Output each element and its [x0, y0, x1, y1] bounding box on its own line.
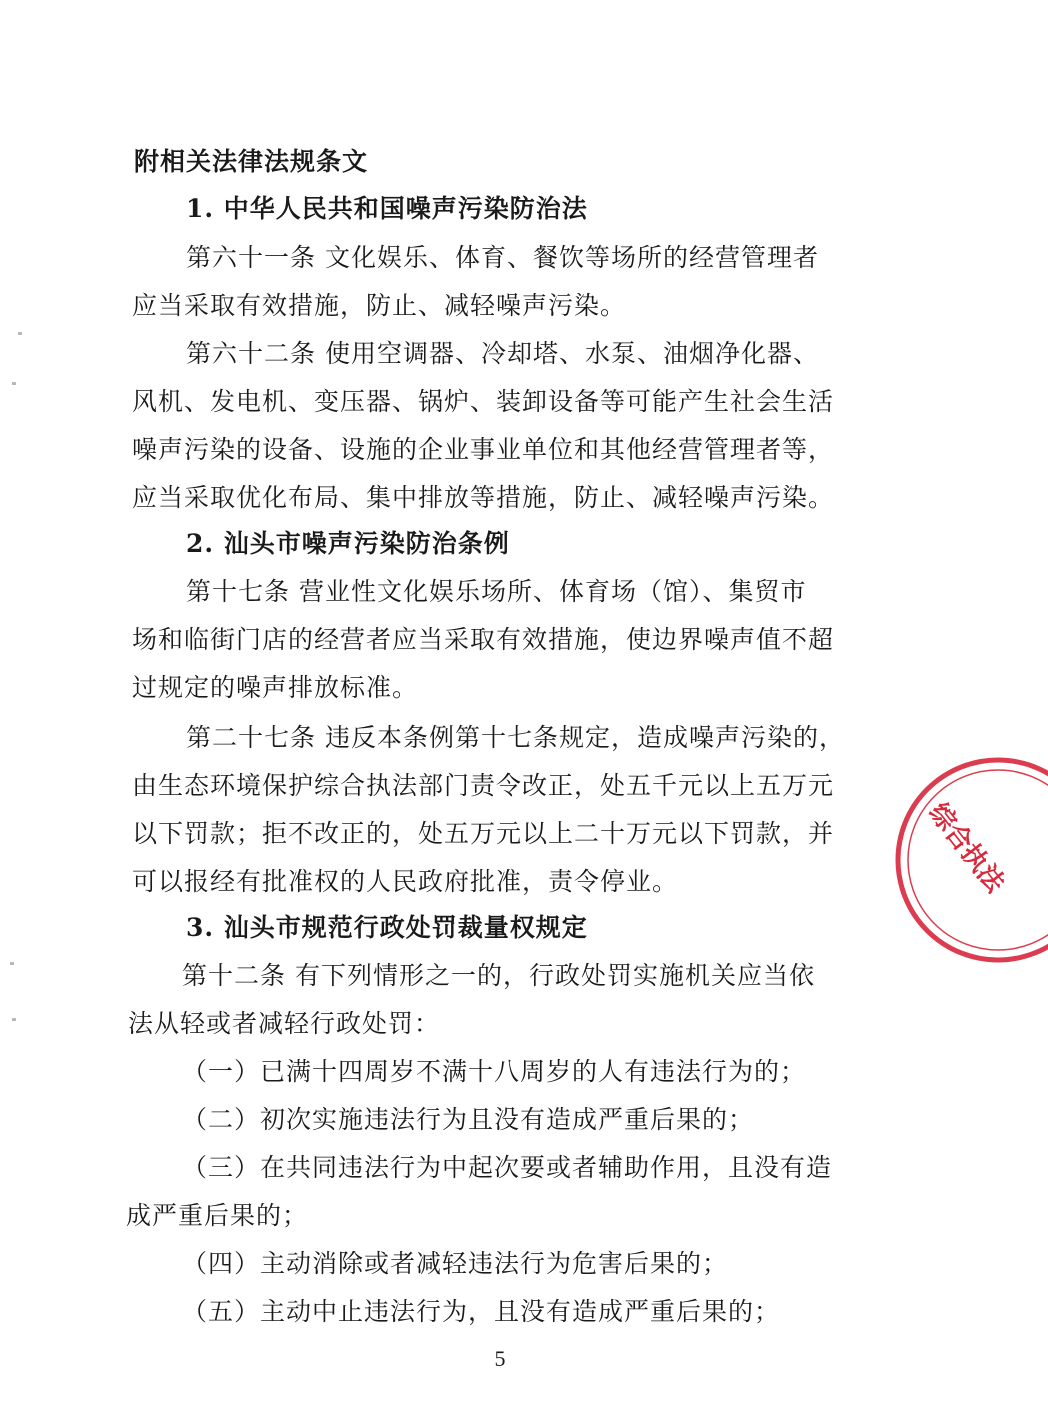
paragraph-line: 过规定的噪声排放标准。	[132, 673, 419, 702]
paragraph-line: 第六十一条 文化娱乐、体育、餐饮等场所的经营管理者	[186, 243, 819, 272]
section-heading: 2. 汕头市噪声污染防治条例	[186, 529, 510, 558]
paragraph-line: 以下罚款；拒不改正的，处五万元以上二十万元以下罚款，并	[132, 819, 835, 848]
paragraph-line: 噪声污染的设备、设施的企业事业单位和其他经营管理者等，	[132, 435, 835, 464]
paragraph-line: 应当采取有效措施，防止、减轻噪声污染。	[132, 291, 627, 320]
paragraph-line: 风机、发电机、变压器、锅炉、装卸设备等可能产生社会生活	[132, 387, 835, 416]
scan-speck	[12, 1018, 16, 1021]
scan-speck	[10, 962, 14, 965]
document-title: 附相关法律法规条文	[134, 147, 369, 176]
paragraph-line: 可以报经有批准权的人民政府批准，责令停业。	[132, 867, 679, 896]
list-item: 成严重后果的；	[126, 1201, 309, 1230]
official-seal	[868, 760, 1048, 960]
list-item: （一）已满十四周岁不满十八周岁的人有违法行为的；	[182, 1057, 807, 1086]
list-item: （二）初次实施违法行为且没有造成严重后果的；	[182, 1105, 755, 1134]
paragraph-line: 由生态环境保护综合执法部门责令改正，处五千元以上五万元	[132, 771, 835, 800]
scan-speck	[18, 332, 22, 335]
paragraph-line: 第六十二条 使用空调器、冷却塔、水泵、油烟净化器、	[186, 339, 819, 368]
paragraph-line: 场和临街门店的经营者应当采取有效措施，使边界噪声值不超	[132, 625, 835, 654]
section-heading: 3. 汕头市规范行政处罚裁量权规定	[186, 913, 588, 942]
seal-text: 综合执法	[922, 797, 1011, 899]
list-item: （五）主动中止违法行为，且没有造成严重后果的；	[182, 1297, 781, 1326]
scan-speck	[12, 382, 16, 385]
list-item: （四）主动消除或者减轻违法行为危害后果的；	[182, 1249, 729, 1278]
paragraph-line: 法从轻或者减轻行政处罚：	[128, 1009, 441, 1038]
paragraph-line: 第二十七条 违反本条例第十七条规定，造成噪声污染的，	[186, 723, 845, 752]
paragraph-line: 第十二条 有下列情形之一的，行政处罚实施机关应当依	[182, 961, 815, 990]
list-item: （三）在共同违法行为中起次要或者辅助作用，且没有造	[182, 1153, 833, 1182]
paragraph-line: 应当采取优化布局、集中排放等措施，防止、减轻噪声污染。	[132, 483, 835, 512]
section-heading: 1. 中华人民共和国噪声污染防治法	[186, 194, 588, 223]
paragraph-line: 第十七条 营业性文化娱乐场所、体育场（馆）、集贸市	[186, 577, 807, 606]
page-number: 5	[494, 1346, 506, 1371]
seal-text-group	[922, 797, 1011, 899]
